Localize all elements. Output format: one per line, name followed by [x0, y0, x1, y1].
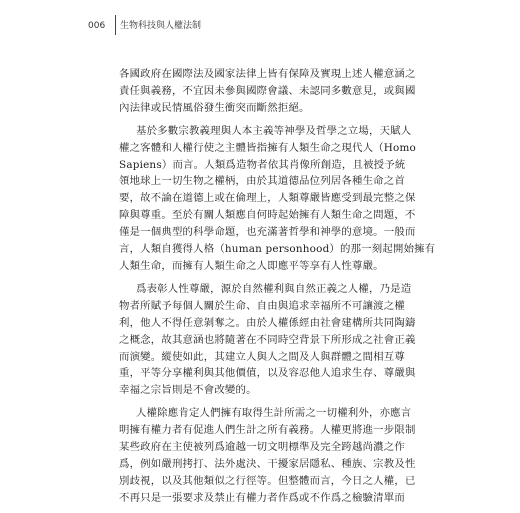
text-line: 責任與義務，不宜因未參與國際會議、未認同多數意見，或與國 [119, 84, 416, 97]
text-line: 而演變。縱使如此，其建立人與人之間及人與群體之間相互尊 [119, 350, 405, 363]
body-text [119, 66, 436, 513]
text-line: 領地球上一切生物之權柄，由於其道德品位列居各種生命之首 [119, 175, 405, 188]
text-line: 別歧視，以及其他類似之行徑等。但整體而言，今日之人權，已 [119, 474, 416, 487]
text-line: 人類生命，而擁有人類生命之人即應平等享有人性尊嚴。 [119, 259, 384, 272]
text-line: 利，他人不得任意剝奪之。由於人權係經由社會建構所共同陶鑄 [119, 316, 416, 329]
book-title: 生物科技與人權法制 [120, 21, 202, 31]
paragraph [119, 123, 436, 275]
header-divider [115, 15, 116, 35]
text-line: 障與尊重。至於有關人類應自何時起始擁有人類生命之問題，不 [119, 209, 416, 222]
text-line: 言，人類自獲得人格（human personhood）的那一刻起開始擁有 [119, 243, 436, 256]
text-line: 基於多數宗教義理與人本主義等神學及哲學之立場，天賦人 [136, 124, 412, 137]
text-line: 要，故不論在道德上或在倫理上，人類尊嚴皆應受到最完整之保 [119, 192, 416, 205]
text-line: 各國政府在國際法及國家法律上皆有保障及實現上述人權意涵之 [119, 68, 416, 80]
text-line: 權之客體和人權行使之主體皆指擁有人類生命之現代人（Homo [119, 141, 416, 154]
text-line: 之概念，故其意涵也將隨著在不同時空背景下所形成之社會正義 [119, 333, 416, 346]
text-line: 不再只是一張要求及禁止有權力者作爲或不作爲之檢驗清單而 [119, 491, 405, 504]
text-line: 幸福之宗旨則是不會改變的。 [119, 384, 257, 397]
paragraph [119, 405, 416, 506]
paragraph [119, 281, 416, 399]
page-number: 006 [88, 21, 106, 31]
text-line: 某些政府在主使被列爲逾越一切文明標準及完全跨越尚濃之作 [119, 441, 405, 454]
text-line: 人權除應肯定人們擁有取得生計所需之一切權利外，亦應言 [136, 407, 412, 420]
text-line: 物者所賦予每個人關於生命、自由與追求幸福所不可讓渡之權 [119, 299, 405, 312]
text-line: 內法律或民情風俗發生衝突而斷然拒絕。 [119, 101, 310, 114]
text-line: 僅是一個典型的科學命題，也充滿著哲學和神學的意境。一般而 [119, 226, 416, 239]
text-line: 明擁有權力者有促進人們生計之所有義務。人權更將進一步限制 [119, 424, 416, 437]
text-line: 爲，例如嚴刑拷打、法外處決、干擾家居隱私、種族、宗教及性 [119, 457, 416, 470]
text-line: 重，平等分享權利與其他價值，以及容忍他人追求生存、尊嚴與 [119, 367, 416, 380]
paragraph [119, 66, 416, 117]
text-line: 爲表彰人性尊嚴，源於自然權利與自然正義之人權，乃是造 [136, 282, 412, 295]
text-line: Sapiens）而言。人類爲造物者依其肖像所創造，且被授予統 [119, 158, 406, 171]
